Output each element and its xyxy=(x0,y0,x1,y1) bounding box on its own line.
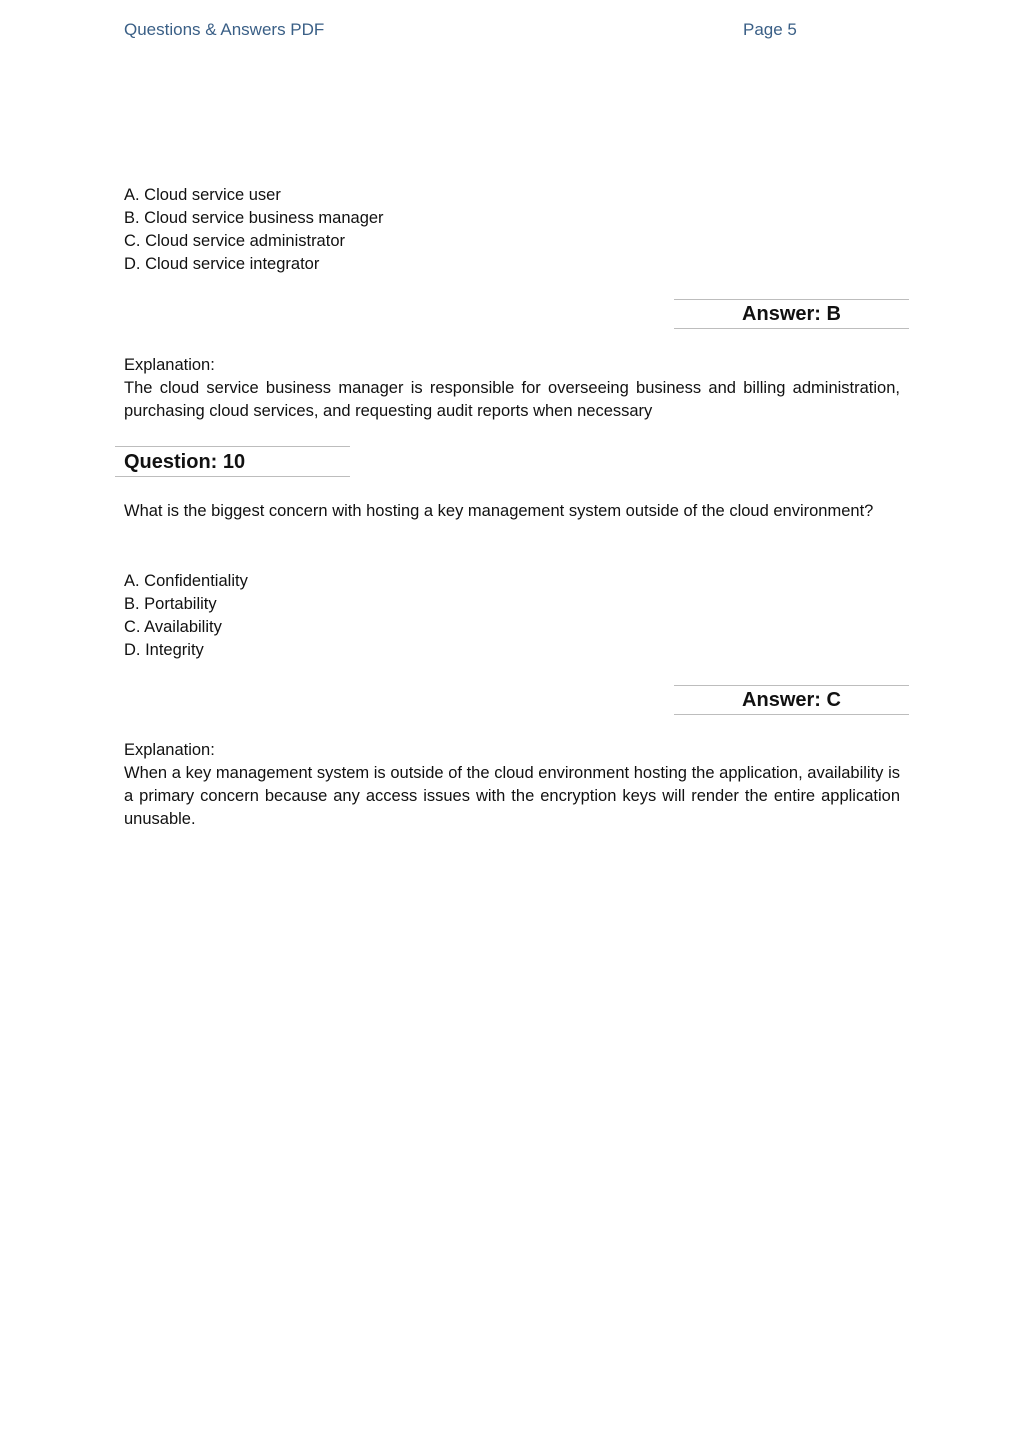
q10-title: Question: 10 xyxy=(115,446,350,477)
q9-option-a: A. Cloud service user xyxy=(124,186,281,204)
q9-option-c: C. Cloud service administrator xyxy=(124,232,345,250)
q10-option-b: B. Portability xyxy=(124,595,217,613)
q9-explanation-text: The cloud service business manager is responsible for overseeing business and billing administration, purchasing cloud services, and requesting audit reports when necessary xyxy=(124,379,900,420)
q10-options xyxy=(124,570,248,662)
q9-options xyxy=(124,184,384,276)
q10-question-text: What is the biggest concern with hosting a key management system outside of the cloud environment? xyxy=(124,502,874,520)
q10-explanation-label: Explanation: xyxy=(124,741,215,759)
header-title: Questions & Answers PDF xyxy=(124,20,325,39)
q9-answer: Answer: B xyxy=(674,299,909,329)
q10-option-c: C. Availability xyxy=(124,618,222,636)
q10-answer: Answer: C xyxy=(674,685,909,715)
q10-option-a: A. Confidentiality xyxy=(124,572,248,590)
page-number: Page 5 xyxy=(743,20,797,39)
q9-explanation-label: Explanation: xyxy=(124,356,215,374)
q10-option-d: D. Integrity xyxy=(124,641,204,659)
q9-option-b: B. Cloud service business manager xyxy=(124,209,384,227)
q10-explanation-text: When a key management system is outside of the cloud environment hosting the application, availability is a primary concern because any access issues with the encryption keys will render the entire application unusable. xyxy=(124,764,900,828)
q9-explanation xyxy=(124,354,900,423)
q9-option-d: D. Cloud service integrator xyxy=(124,255,320,273)
q10-explanation xyxy=(124,739,900,831)
